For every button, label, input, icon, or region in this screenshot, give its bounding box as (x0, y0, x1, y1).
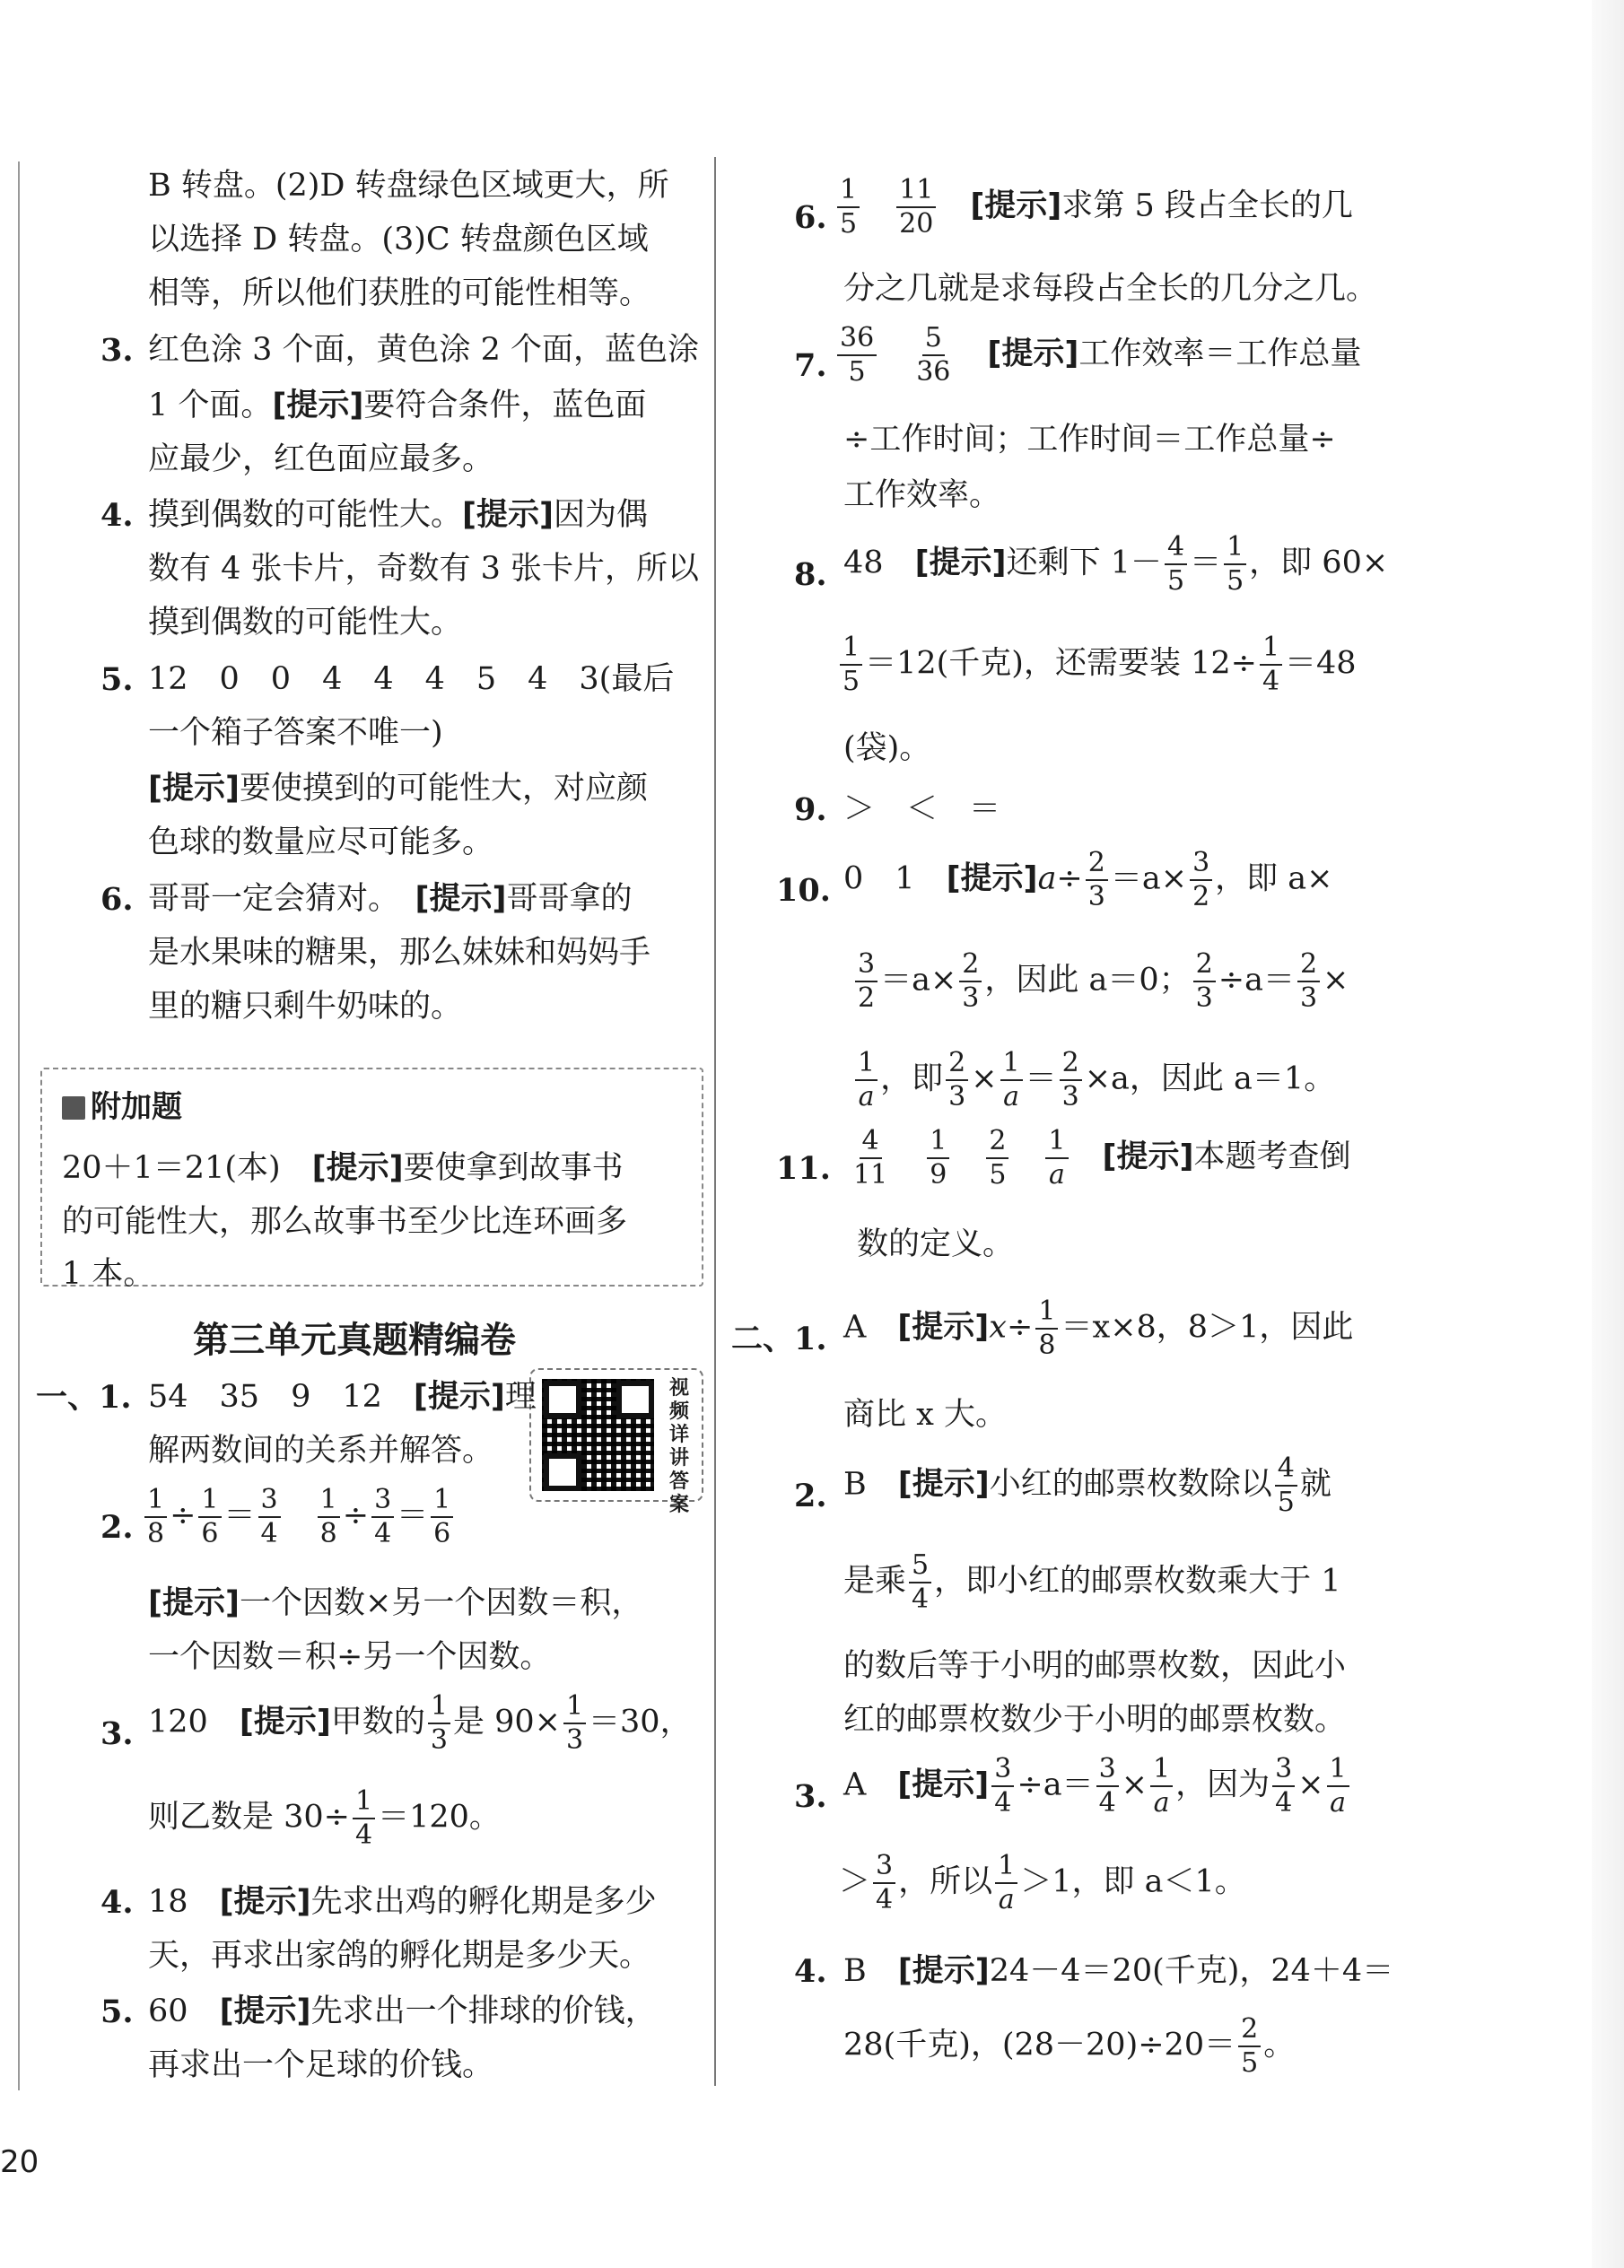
fraction: $\frac{3}{4}$ (991, 1756, 1014, 1817)
formula-line: 48 [提示]还剩下 1－ $\frac{4}{5}$ ＝ $\frac{1}{5}$ ，即 60× (843, 531, 1389, 597)
fraction: $\frac{1}{8}$ (318, 1487, 340, 1548)
fraction: $\frac{1}{a}$ (995, 1853, 1017, 1914)
fraction: $\frac{1}{9}$ (927, 1128, 949, 1189)
text-line: 数有 4 张卡片，奇数有 3 张卡片，所以 (148, 551, 700, 587)
fraction: $\frac{1}{a}$ (1150, 1756, 1173, 1817)
hint-label: [提示] (148, 771, 240, 807)
text-line: 红色涂 3 个面，黄色涂 2 个面，蓝色涂 (148, 332, 700, 368)
qr-label: 视频详讲答案 (668, 1377, 689, 1516)
formula-line: 120 [提示]甲数的 $\frac{1}{3}$ 是 90× $\frac{1}{3}$ ＝30， (148, 1690, 692, 1756)
text-line: 是水果味的糖果，那么妹妹和妈妈手 (148, 935, 651, 971)
text-line: 12 0 0 4 4 4 5 4 3(最后 (148, 661, 675, 697)
text-line: 18 [提示]先求出鸡的孵化期是多少 (148, 1884, 657, 1920)
item-number: 8. (794, 556, 827, 593)
formula-line: $\frac{1}{5}$ ＝12(千克)，还需要装 12÷ $\frac{1}{4}$ ＝48 (837, 634, 1357, 695)
fraction: $\frac{2}{3}$ (946, 1050, 968, 1111)
text-line: B 转盘。(2)D 转盘绿色区域更大，所 (148, 168, 669, 204)
hint-label: [提示] (897, 1309, 990, 1346)
item-number: 2. (794, 1478, 827, 1514)
fraction: $\frac{1}{4}$ (1260, 634, 1282, 695)
item-number: 11. (776, 1150, 831, 1187)
formula-line: B [提示]小红的邮票枚数除以 $\frac{4}{5}$ 就 (843, 1452, 1332, 1518)
text-line: 分之几就是求每段占全长的几分之几。 (843, 271, 1378, 307)
text-line: 应最少，红色面应最多。 (148, 441, 494, 477)
text-line: 解两数间的关系并解答。 (148, 1433, 494, 1469)
hint-label: [提示] (462, 497, 554, 533)
item-number: 二、1. (731, 1321, 827, 1357)
text-line: [提示]要使摸到的可能性大，对应颜 (148, 771, 649, 807)
hint-label: [提示] (311, 1150, 404, 1186)
fraction: $\frac{4}{5}$ (1275, 1455, 1297, 1516)
formula-line: 0 1 [提示]a÷ $\frac{2}{3}$ ＝a× $\frac{3}{2}$ ，即 a× (843, 847, 1333, 912)
fraction: $\frac{1}{4}$ (353, 1788, 375, 1849)
fraction: $\frac{2}{3}$ (1193, 951, 1216, 1012)
formula-line: 则乙数是 30÷ $\frac{1}{4}$ ＝120。 (148, 1785, 501, 1851)
qr-finder (544, 1381, 581, 1418)
hint-label: [提示] (946, 860, 1038, 897)
hint-label: [提示] (897, 1953, 990, 1989)
text-line: 再求出一个足球的价钱。 (148, 2047, 494, 2083)
formula-line: $\frac{3}{2}$ ＝a× $\frac{2}{3}$ ，因此 a＝0； $\frac{2}{3}$ ÷a＝ $\frac{2}{3}$ × (852, 951, 1349, 1012)
text-line: 以选择 D 转盘。(3)C 转盘颜色区域 (148, 222, 649, 257)
fraction: $\frac{1}{a}$ (1045, 1128, 1068, 1189)
page-number: 20 (0, 2144, 39, 2180)
text-line: 20＋1＝21(本) [提示]要使拿到故事书 (62, 1150, 624, 1186)
item-number: 5. (100, 1993, 134, 2030)
fraction: $\frac{1}{3}$ (428, 1693, 450, 1754)
fraction: $\frac{3}{4}$ (1272, 1756, 1295, 1817)
item-number: 3. (100, 1715, 134, 1752)
fraction: $\frac{36}{5}$ (837, 325, 877, 386)
fraction: $\frac{1}{8}$ (1035, 1298, 1058, 1359)
extra-problem-title: 附加题 (62, 1082, 182, 1126)
hint-label: [提示] (914, 545, 1007, 581)
fraction: $\frac{1}{a}$ (1000, 1050, 1023, 1111)
item-number: 一、1. (36, 1379, 132, 1416)
formula-line: 是乘 $\frac{5}{4}$ ，即小红的邮票枚数乘大于 1 (843, 1549, 1341, 1615)
text-line: 的可能性大，那么故事书至少比连环画多 (62, 1204, 628, 1240)
item-number: 9. (794, 791, 827, 828)
formula-line: $\frac{1}{a}$ ，即 $\frac{2}{3}$ × $\frac{1}{a}$ ＝ $\frac{2}{3}$ ×a，因此 a＝1。 (852, 1050, 1335, 1111)
item-number: 4. (794, 1953, 827, 1990)
hint-label: [提示] (272, 388, 364, 423)
fraction: $\frac{1}{6}$ (431, 1487, 453, 1548)
formula-line: A [提示]x÷ $\frac{1}{8}$ ＝x×8，8＞1，因此 (843, 1295, 1354, 1361)
fraction: $\frac{4}{5}$ (1165, 534, 1187, 595)
item-number: 5. (100, 661, 134, 698)
fraction: $\frac{3}{4}$ (258, 1487, 281, 1548)
text-line: 一个箱子答案不唯一) (148, 715, 443, 751)
fraction: $\frac{1}{3}$ (563, 1693, 586, 1754)
fraction: $\frac{4}{11}$ (853, 1125, 888, 1191)
text-line: ＞ ＜ ＝ (843, 791, 1001, 827)
fraction: $\frac{1}{5}$ (837, 177, 860, 238)
fraction: $\frac{2}{3}$ (1060, 1050, 1082, 1111)
item-number: 3. (794, 1778, 827, 1815)
text-line: 工作效率。 (843, 477, 1001, 513)
text-line: 哥哥一定会猜对。 [提示]哥哥拿的 (148, 881, 633, 917)
item-number: 3. (100, 332, 134, 369)
text-line: 商比 x 大。 (843, 1397, 1007, 1433)
formula-line: $\frac{1}{8}$ ÷ $\frac{1}{6}$ ＝ $\frac{3}{4}$ $\frac{1}{8}$ ÷ $\frac{3}{4}$ ＝ $\frac{1}{6}$ (142, 1487, 456, 1548)
text-line: 数的定义。 (857, 1226, 1015, 1262)
formula-line: 28(千克)，(28－20)÷20＝ $\frac{2}{5}$ 。 (843, 2013, 1296, 2079)
formula-line: $\frac{36}{5}$ $\frac{5}{36}$ [提示]工作效率＝工作总量 (834, 325, 1361, 386)
fraction: $\frac{1}{8}$ (144, 1487, 167, 1548)
item-number: 7. (794, 347, 827, 384)
text-line: (袋)。 (843, 730, 931, 766)
formula-line: A [提示] $\frac{3}{4}$ ÷a＝ $\frac{3}{4}$ × $\frac{1}{a}$ ，因为 $\frac{3}{4}$ × $\frac{1}{a}$ (843, 1756, 1352, 1817)
text-line: 摸到偶数的可能性大。[提示]因为偶 (148, 497, 649, 533)
text-line: 60 [提示]先求出一个排球的价钱， (148, 1993, 657, 2029)
text-line: 54 35 9 12 [提示]理 (148, 1379, 537, 1415)
text-line: 的数后等于小明的邮票枚数，因此小 (843, 1648, 1347, 1684)
text-line: 色球的数量应尽可能多。 (148, 824, 494, 860)
text-line: 摸到偶数的可能性大。 (148, 605, 463, 641)
fraction: $\frac{2}{3}$ (1297, 951, 1320, 1012)
text-line: B [提示]24－4＝20(千克)，24＋4＝ (843, 1953, 1394, 1989)
fraction: $\frac{3}{2}$ (1190, 850, 1212, 911)
column-divider (714, 157, 716, 2086)
fraction: $\frac{2}{5}$ (1238, 2016, 1261, 2077)
item-number: 4. (100, 1884, 134, 1921)
fraction: $\frac{11}{20}$ (896, 177, 936, 238)
formula-line: $\frac{4}{11}$ $\frac{1}{9}$ $\frac{2}{5}$ $\frac{1}{a}$ [提示]本题考查倒 (848, 1128, 1351, 1189)
fraction: $\frac{3}{4}$ (1096, 1756, 1119, 1817)
hint-label: [提示] (897, 1466, 990, 1503)
fraction: $\frac{3}{2}$ (855, 951, 877, 1012)
extra-problem-box (40, 1068, 703, 1292)
fraction: $\frac{3}{4}$ (873, 1853, 895, 1914)
hint-label: [提示] (415, 881, 507, 917)
item-number: 2. (100, 1509, 134, 1546)
text-line: 里的糖只剩牛奶味的。 (148, 989, 463, 1025)
qr-finder (616, 1381, 654, 1418)
fraction: $\frac{1}{5}$ (840, 634, 862, 695)
fraction: $\frac{5}{4}$ (909, 1552, 931, 1613)
fraction: $\frac{5}{36}$ (916, 322, 951, 388)
formula-line: ＞ $\frac{3}{4}$ ，所以 $\frac{1}{a}$ ＞1，即 a＜1。 (839, 1850, 1246, 1915)
item-number: 10. (776, 872, 831, 909)
qr-finder (544, 1453, 581, 1491)
hint-label: [提示] (897, 1766, 990, 1803)
fraction: $\frac{1}{a}$ (1327, 1756, 1349, 1817)
hint-label: [提示] (1102, 1138, 1194, 1175)
item-number: 6. (794, 199, 827, 236)
qr-code-panel[interactable] (529, 1368, 703, 1516)
item-number: 4. (100, 497, 134, 534)
fraction: $\frac{1}{6}$ (198, 1487, 221, 1548)
fraction: $\frac{1}{a}$ (855, 1050, 877, 1111)
fraction: $\frac{3}{4}$ (371, 1487, 394, 1548)
hint-label: [提示] (239, 1704, 331, 1740)
text-line: 一个因数＝积÷另一个因数。 (148, 1639, 552, 1675)
hint-label: [提示] (219, 1884, 311, 1920)
fraction: $\frac{2}{5}$ (986, 1128, 1008, 1189)
hint-label: [提示] (987, 336, 1079, 372)
section-title: 第三单元真题精编卷 (193, 1320, 516, 1361)
fraction: $\frac{1}{5}$ (1224, 534, 1246, 595)
left-margin-rule (18, 161, 20, 2090)
text-line: [提示]一个因数×另一个因数＝积， (148, 1585, 643, 1621)
hint-label: [提示] (219, 1993, 311, 2029)
text-line: 天，再求出家鸽的孵化期是多少天。 (148, 1938, 651, 1974)
text-line: 相等，所以他们获胜的可能性相等。 (148, 275, 651, 311)
text-line: 1 本。 (62, 1256, 155, 1292)
hint-label: [提示] (970, 188, 1062, 224)
text-line: 红的邮票枚数少于小明的邮票枚数。 (843, 1702, 1347, 1738)
formula-line: $\frac{1}{5}$ $\frac{11}{20}$ [提示]求第 5 段占全长的几 (834, 177, 1353, 238)
text-line: 1 个面。[提示]要符合条件，蓝色面 (148, 388, 647, 423)
hint-label: [提示] (148, 1585, 240, 1621)
flag-icon (62, 1096, 85, 1120)
page-edge-shade (1592, 0, 1624, 2268)
fraction: $\frac{2}{3}$ (1086, 850, 1108, 911)
item-number: 6. (100, 881, 134, 918)
hint-label: [提示] (413, 1379, 505, 1415)
fraction: $\frac{2}{3}$ (959, 951, 982, 1012)
text-line: ÷工作时间；工作时间＝工作总量÷ (843, 422, 1336, 458)
